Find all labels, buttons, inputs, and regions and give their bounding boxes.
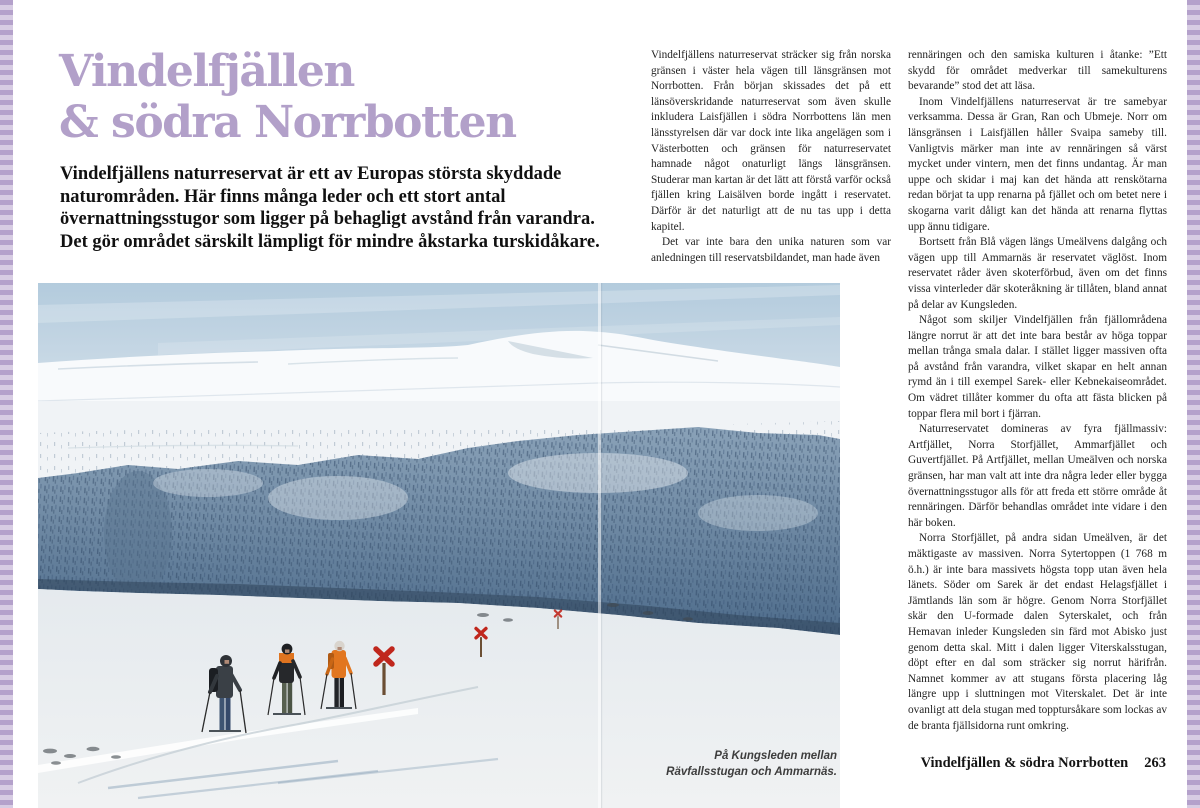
right-deco-stripe (1187, 0, 1200, 808)
photo-caption-line2: Rävfallsstugan och Ammarnäs. (666, 766, 837, 778)
paragraph: Inom Vindelfjällens naturreservat är tre samebyar verksamma. Dessa är Gran, Ran och Ubmeje. Norr om länsgränsen i Laisfjällen håller Svaipa sameby till. Vanligtvis märker man inte av rennäringen så värst mycket under vintern, men det finns undantag. Är man uppe och skidar i maj kan det hända att renskötarna redan börjat ta upp renarna på fjället och om betet nere i skogarna varit dåligt kan det hända att renarna flyttas upp ännu tidigare. (908, 95, 1167, 233)
paragraph: Något som skiljer Vindelfjällen från fjällområdena längre norrut är att det inte bara består av höga toppar mellan trånga smala dalar. I stället ligger massiven ofta på avstånd från varandra, vilket skapar en helt annan rymd än i till exempel Sarek- eller Kebnekaiseområdet. Om vädret tillåter kommer du ofta att fästa blicken på toppar flera mil bort i fjärran. (908, 314, 1167, 420)
landscape-photo (38, 283, 840, 808)
paragraph: Naturreservatet domineras av fyra fjällmassiv: Artfjället, Norra Storfjället, Ammarfjället och Guvertfjället. På Artfjället, mellan Umeälven och norska gränsen, har man valt att inte dra några leder eller bygga övernattningsstugor alls för att freda ett större område åt rennäringen. Därför behandlas området inte vidare i den här boken. (908, 423, 1167, 529)
paragraph: Vindelfjällens naturreservat sträcker sig från norska gränsen i väster hela vägen till länsgränsen mot Norrbotten. Från början skissades det på ett länsöverskridande naturreservat som även skulle inkludera Laisfjällen i södra Norrbottens län men länsstyrelsen där var dock inte lika angelägen som i Västerbotten och gränsen för naturreservatet hamnade något onaturligt längs länsgränsen. Studerar man kartan är det lätt att förstå varför också fjällen kring Laisälven borde ingått i reservatet. Därför är det naturligt att de nu tas upp i detta kapitel. (651, 49, 891, 233)
paragraph: Bortsett från Blå vägen längs Umeälvens dalgång och vägen upp till Ammarnäs är reservatet väglöst. Inom reservatet råder även skoterförbud, även om det finns vissa vinterleder där skoteråkning är tillåten, bland annat på delar av Kungsleden. (908, 236, 1167, 311)
page-title (59, 46, 516, 148)
page-title-line1: Vindelfjällen (59, 46, 354, 97)
page-footer (921, 755, 1166, 772)
body-column-1 (651, 48, 891, 266)
mountain-landscape-illustration (38, 283, 840, 808)
left-deco-stripe (0, 0, 13, 808)
footer-page-number: 263 (1144, 755, 1166, 771)
photo-caption (666, 748, 837, 780)
footer-chapter-label: Vindelfjällen & södra Norrbotten (920, 755, 1129, 771)
paragraph: Det var inte bara den unika naturen som var anledningen till reservatsbildandet, man hade även (651, 236, 891, 264)
page-title-line2: & södra Norrbotten (59, 97, 516, 148)
photo-caption-line1: På Kungsleden mellan (714, 750, 837, 762)
paragraph: Norra Storfjället, på andra sidan Umeälven, är det mäktigaste av massiven. Norra Sytertoppen (1 768 m ö.h.) är inte bara massivets högsta topp utan även hela länets. Söder om Sarek är det endast Helagsfjället i Jämtlands län som är högre. Genom Norra Storfjället skär den U-formade dalen Syterskalet, och från Hemavan inleder Kungsleden sin färd mot Abisko just genom detta skal. Mitt i dalen ligger Viterskalsstugan, döpt efter en dal som sträcker sig norrut härifrån. Namnet kommer av att stugans första placering låg längre upp i sluttningen mot Viterskalet. Det är inte ovanligt att dela stugan med topptursåkare som lockas av de branta fjällsidorna runt omkring. (908, 532, 1167, 732)
page-gutter (598, 283, 601, 808)
paragraph: rennäringen och den samiska kulturen i åtanke: ”Ett skydd för området medverkar till samekulturens bevarande” stod det att läsa. (908, 49, 1167, 93)
body-column-2 (908, 48, 1167, 734)
intro-paragraph: Vindelfjällens naturreservat är ett av Europas största skyddade naturområden. Här finns många leder och ett stort antal övernattningsstugor som ligger på behagligt avstånd från varandra. Det gör området särskilt lämpligt för mindre åkstarka turskidåkare. (60, 164, 600, 252)
